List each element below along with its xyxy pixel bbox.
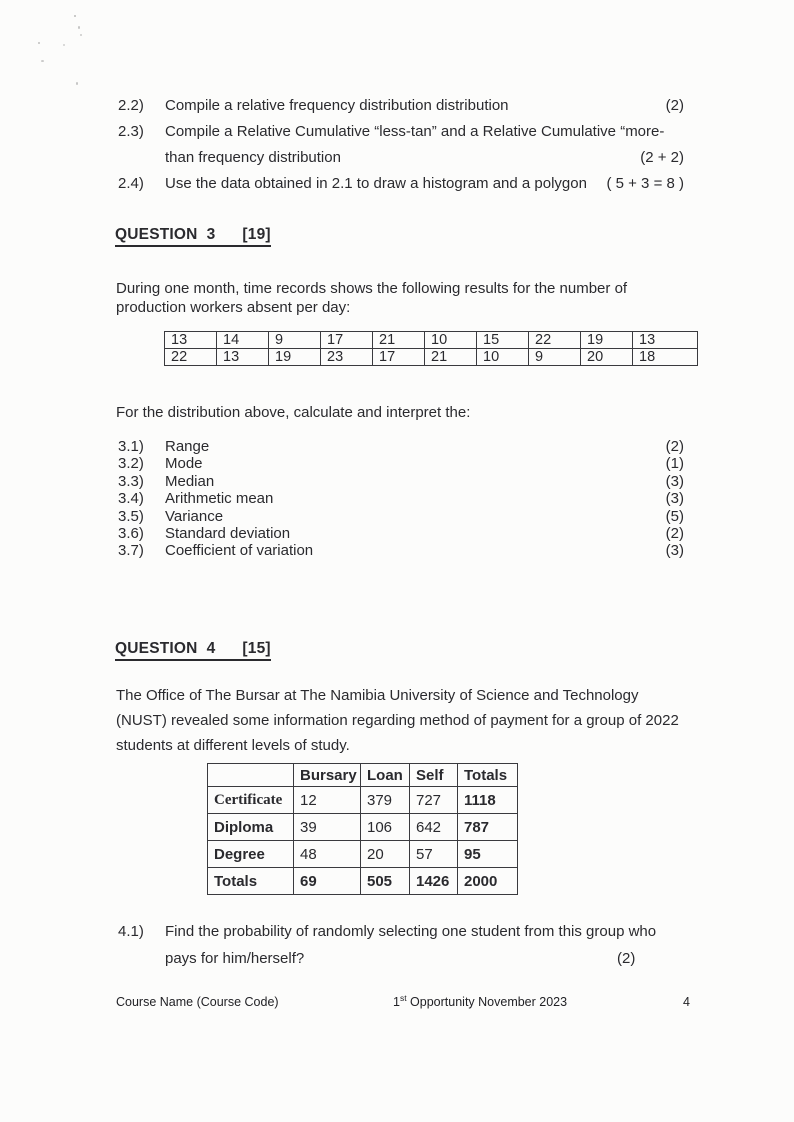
item-text: Compile a relative frequency distribution distribution xyxy=(165,97,509,114)
question-item-3-6 xyxy=(118,525,684,542)
cell: 69 xyxy=(294,868,361,895)
item-text: Range xyxy=(165,438,210,455)
item-number: 3.1) xyxy=(118,438,144,455)
header-cell xyxy=(208,764,294,787)
cell: 13 xyxy=(217,349,269,366)
cell: 14 xyxy=(217,332,269,349)
cell: 22 xyxy=(529,332,581,349)
question-item-2-3 xyxy=(118,122,684,142)
table-row xyxy=(208,841,518,868)
item-text: than frequency distribution xyxy=(165,149,341,166)
cell: 19 xyxy=(269,349,321,366)
cell: 10 xyxy=(425,332,477,349)
cell: 642 xyxy=(410,814,458,841)
cell: 106 xyxy=(361,814,410,841)
cell: 18 xyxy=(633,349,698,366)
header-cell: Self xyxy=(410,764,458,787)
para-line-2: (NUST) revealed some information regarding method of payment for a group of 2022 xyxy=(116,711,679,729)
cell: 17 xyxy=(373,349,425,366)
cell: 10 xyxy=(477,349,529,366)
scan-speckle xyxy=(80,34,82,36)
cell: 39 xyxy=(294,814,361,841)
item-text: Variance xyxy=(165,507,224,525)
question-item-2-4 xyxy=(118,174,684,194)
footer-page-number: 4 xyxy=(683,995,690,1009)
cell: 1426 xyxy=(410,868,458,895)
row-label: Certificate xyxy=(208,787,294,814)
item-marks: (3) xyxy=(665,542,684,560)
question3-heading: QUESTION 3 [19] xyxy=(115,227,271,247)
item-text: pays for him/herself? xyxy=(165,950,305,967)
item-number: 3.3) xyxy=(118,472,144,490)
table-row xyxy=(208,787,518,814)
cell: 23 xyxy=(321,349,373,366)
header-cell: Loan xyxy=(361,764,410,787)
para-line-1: The Office of The Bursar at The Namibia University of Science and Technology xyxy=(116,687,639,704)
cell: 1118 xyxy=(458,787,518,814)
question-item-3-7 xyxy=(118,542,684,559)
cell: 2000 xyxy=(458,868,518,895)
footer-course-name: Course Name (Course Code) xyxy=(116,995,279,1009)
item-marks: (1) xyxy=(665,455,684,473)
row-label: Degree xyxy=(208,841,294,868)
item-text: Compile a Relative Cumulative “less-tan” and a Relative Cumulative “more- xyxy=(165,123,665,140)
item-marks: (2) xyxy=(617,950,636,967)
footer-session-ordinal: st xyxy=(399,992,407,1003)
footer-exam-session xyxy=(393,994,567,1010)
question-item-3-1 xyxy=(118,438,684,455)
item-text: Coefficient of variation xyxy=(165,542,314,560)
question4-paragraph xyxy=(116,684,679,758)
item-number: 2.3) xyxy=(118,123,144,140)
item-number: 2.2) xyxy=(118,97,144,114)
question3-prompt: For the distribution above, calculate and interpret the: xyxy=(116,404,471,421)
cell: 13 xyxy=(633,332,698,349)
para-line-3: students at different levels of study. xyxy=(116,736,350,754)
cell: 22 xyxy=(165,349,217,366)
absence-data-table xyxy=(164,331,698,366)
scan-speckle xyxy=(74,15,76,17)
item-marks: (2) xyxy=(665,97,684,114)
scan-speckle xyxy=(78,26,80,29)
cell: 21 xyxy=(425,349,477,366)
table-row xyxy=(165,332,698,349)
question-item-4-1-continued xyxy=(165,949,684,969)
item-number: 3.6) xyxy=(118,524,144,542)
cell: 20 xyxy=(361,841,410,868)
item-text: Standard deviation xyxy=(165,524,291,542)
question-item-3-3 xyxy=(118,473,684,490)
item-text: Find the probability of randomly selecting one student from this group who xyxy=(165,923,657,940)
cell: 17 xyxy=(321,332,373,349)
intro-line-2: production workers absent per day: xyxy=(116,298,351,316)
footer-session-number: 1 xyxy=(393,995,400,1009)
item-marks: (2) xyxy=(665,524,684,542)
item-marks: (2) xyxy=(665,438,684,455)
cell: 727 xyxy=(410,787,458,814)
scan-speckle xyxy=(38,42,40,44)
item-number: 3.5) xyxy=(118,507,144,525)
item-text: Use the data obtained in 2.1 to draw a histogram and a polygon xyxy=(165,175,587,192)
cell: 9 xyxy=(269,332,321,349)
question-item-2-2 xyxy=(118,96,684,116)
page-footer xyxy=(0,994,794,1010)
item-marks: (3) xyxy=(665,490,684,508)
header-cell: Bursary xyxy=(294,764,361,787)
cell: 787 xyxy=(458,814,518,841)
table-totals-row xyxy=(208,868,518,895)
scan-speckle xyxy=(41,60,44,62)
cell: 20 xyxy=(581,349,633,366)
item-number: 3.4) xyxy=(118,490,144,508)
cell: 21 xyxy=(373,332,425,349)
table-row xyxy=(165,349,698,366)
item-number: 4.1) xyxy=(118,923,144,940)
scan-speckle xyxy=(76,82,78,85)
row-label: Diploma xyxy=(208,814,294,841)
table-row xyxy=(208,814,518,841)
cell: 13 xyxy=(165,332,217,349)
item-number: 2.4) xyxy=(118,175,144,192)
cell: 9 xyxy=(529,349,581,366)
footer-session-text: Opportunity November 2023 xyxy=(406,995,568,1009)
item-marks: ( 5 + 3 = 8 ) xyxy=(606,175,684,192)
item-number: 3.7) xyxy=(118,542,144,560)
cell: 379 xyxy=(361,787,410,814)
item-text: Median xyxy=(165,472,215,490)
item-marks: (5) xyxy=(665,507,684,525)
question3-intro xyxy=(116,280,627,317)
cell: 57 xyxy=(410,841,458,868)
question-item-3-2 xyxy=(118,455,684,472)
question3-item-list xyxy=(118,438,684,560)
cell: 12 xyxy=(294,787,361,814)
question-item-3-5 xyxy=(118,508,684,525)
item-number: 3.2) xyxy=(118,455,144,473)
row-label: Totals xyxy=(208,868,294,895)
question-item-3-4 xyxy=(118,490,684,507)
header-cell: Totals xyxy=(458,764,518,787)
cell: 15 xyxy=(477,332,529,349)
item-marks: (2 + 2) xyxy=(640,149,684,166)
question-item-2-3-continued xyxy=(165,148,684,168)
item-text: Arithmetic mean xyxy=(165,490,274,508)
table-header-row xyxy=(208,764,518,787)
payment-method-table xyxy=(207,763,518,895)
intro-line-1: During one month, time records shows the following results for the number of xyxy=(116,280,628,297)
question-item-4-1 xyxy=(118,922,684,942)
question4-heading: QUESTION 4 [15] xyxy=(115,641,271,661)
cell: 19 xyxy=(581,332,633,349)
scan-speckle xyxy=(63,44,65,46)
cell: 95 xyxy=(458,841,518,868)
item-marks: (3) xyxy=(665,472,684,490)
item-text: Mode xyxy=(165,455,203,473)
cell: 48 xyxy=(294,841,361,868)
cell: 505 xyxy=(361,868,410,895)
